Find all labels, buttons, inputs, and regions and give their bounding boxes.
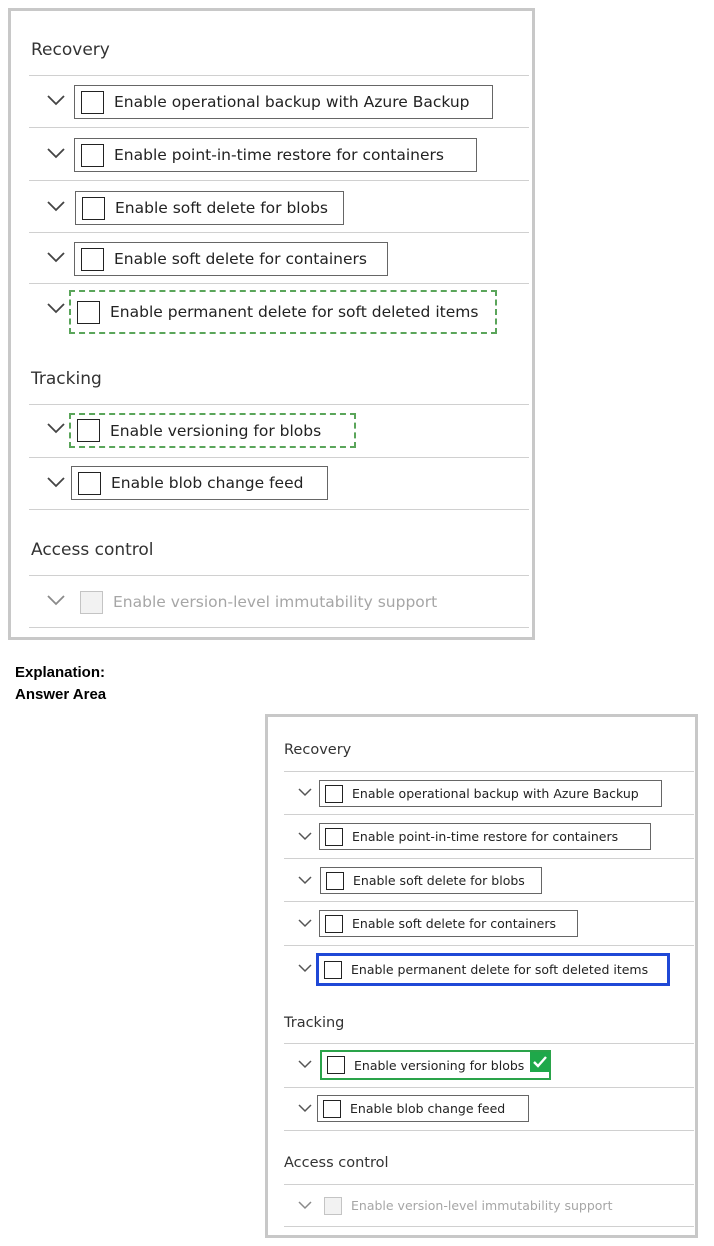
chevron-down-icon[interactable] (47, 95, 65, 106)
option-label: Enable permanent delete for soft deleted items (351, 962, 649, 977)
checkbox-icon[interactable] (326, 872, 344, 890)
chevron-down-icon[interactable] (298, 832, 312, 841)
option-version-immutability (319, 1192, 649, 1219)
section-heading-recovery: Recovery (31, 40, 110, 60)
option-label: Enable versioning for blobs (110, 421, 322, 440)
option-operational-backup[interactable] (319, 780, 662, 807)
divider (29, 180, 529, 181)
checkbox-icon[interactable] (323, 1100, 341, 1118)
chevron-down-icon[interactable] (298, 788, 312, 797)
chevron-down-icon[interactable] (47, 477, 65, 488)
option-permanent-delete[interactable] (316, 953, 670, 986)
divider (29, 404, 529, 405)
section-heading-tracking: Tracking (284, 1015, 345, 1031)
option-point-in-time-restore[interactable] (74, 138, 477, 172)
checkbox-icon[interactable] (325, 785, 343, 803)
checkbox-icon[interactable] (81, 248, 104, 271)
section-heading-recovery: Recovery (284, 742, 352, 758)
divider (284, 858, 694, 859)
checkbox-icon[interactable] (81, 91, 104, 114)
chevron-down-icon[interactable] (298, 919, 312, 928)
option-permanent-delete[interactable] (69, 290, 497, 334)
divider (284, 771, 694, 772)
option-label: Enable operational backup with Azure Backup (114, 93, 470, 111)
checkbox-icon[interactable] (77, 419, 100, 442)
option-soft-delete-blobs[interactable] (320, 867, 542, 894)
option-label: Enable soft delete for containers (114, 250, 367, 268)
checkbox-icon[interactable] (325, 828, 343, 846)
chevron-down-icon[interactable] (47, 252, 65, 263)
option-label: Enable point-in-time restore for containers (114, 146, 444, 164)
chevron-down-icon[interactable] (47, 148, 65, 159)
chevron-down-icon[interactable] (298, 1060, 312, 1069)
checkbox-icon (324, 1197, 342, 1215)
checkbox-icon[interactable] (324, 961, 342, 979)
divider (284, 901, 694, 902)
divider (284, 1043, 694, 1044)
divider (29, 75, 529, 76)
checkbox-icon[interactable] (77, 301, 100, 324)
explanation-title: Explanation: (15, 664, 106, 681)
option-label: Enable point-in-time restore for containers (352, 829, 619, 844)
chevron-down-icon[interactable] (298, 1104, 312, 1113)
option-label: Enable permanent delete for soft deleted items (110, 303, 479, 321)
chevron-down-icon (298, 1201, 312, 1210)
divider (284, 1226, 694, 1227)
option-label: Enable version-level immutability support (351, 1198, 613, 1213)
chevron-down-icon[interactable] (47, 423, 65, 434)
checkbox-icon[interactable] (78, 472, 101, 495)
option-label: Enable version-level immutability support (113, 593, 438, 611)
checkbox-icon[interactable] (327, 1056, 345, 1074)
option-blob-change-feed[interactable] (71, 466, 328, 500)
divider (284, 1184, 694, 1185)
option-version-immutability (74, 585, 474, 619)
option-versioning-blobs[interactable] (69, 413, 356, 448)
option-label: Enable blob change feed (111, 474, 304, 492)
question-panel (8, 8, 535, 640)
checkbox-icon (80, 591, 103, 614)
chevron-down-icon[interactable] (47, 303, 65, 314)
option-soft-delete-containers[interactable] (319, 910, 578, 937)
answer-panel (265, 714, 698, 1238)
option-soft-delete-containers[interactable] (74, 242, 388, 276)
section-heading-access-control: Access control (31, 540, 154, 560)
divider (29, 283, 529, 284)
divider (284, 945, 694, 946)
option-label: Enable soft delete for blobs (115, 199, 329, 217)
section-heading-tracking: Tracking (31, 369, 102, 389)
divider (284, 814, 694, 815)
option-label: Enable soft delete for containers (352, 916, 557, 931)
option-versioning-blobs[interactable] (320, 1050, 551, 1080)
option-operational-backup[interactable] (74, 85, 493, 119)
chevron-down-icon (47, 595, 65, 606)
chevron-down-icon[interactable] (298, 964, 312, 973)
checkmark-icon (530, 1052, 550, 1072)
divider (29, 575, 529, 576)
answer-area-label: Answer Area (15, 686, 107, 703)
option-label: Enable operational backup with Azure Backup (352, 786, 639, 801)
divider (29, 457, 529, 458)
option-soft-delete-blobs[interactable] (75, 191, 344, 225)
option-blob-change-feed[interactable] (317, 1095, 529, 1122)
divider (284, 1130, 694, 1131)
divider (284, 1087, 694, 1088)
divider (29, 627, 529, 628)
checkbox-icon[interactable] (325, 915, 343, 933)
divider (29, 127, 529, 128)
divider (29, 232, 529, 233)
checkbox-icon[interactable] (81, 144, 104, 167)
checkbox-icon[interactable] (82, 197, 105, 220)
option-label: Enable soft delete for blobs (353, 873, 525, 888)
divider (29, 509, 529, 510)
option-label: Enable versioning for blobs (354, 1057, 525, 1073)
option-label: Enable blob change feed (350, 1101, 506, 1116)
chevron-down-icon[interactable] (47, 201, 65, 212)
chevron-down-icon[interactable] (298, 876, 312, 885)
option-point-in-time-restore[interactable] (319, 823, 651, 850)
section-heading-access-control: Access control (284, 1155, 389, 1171)
